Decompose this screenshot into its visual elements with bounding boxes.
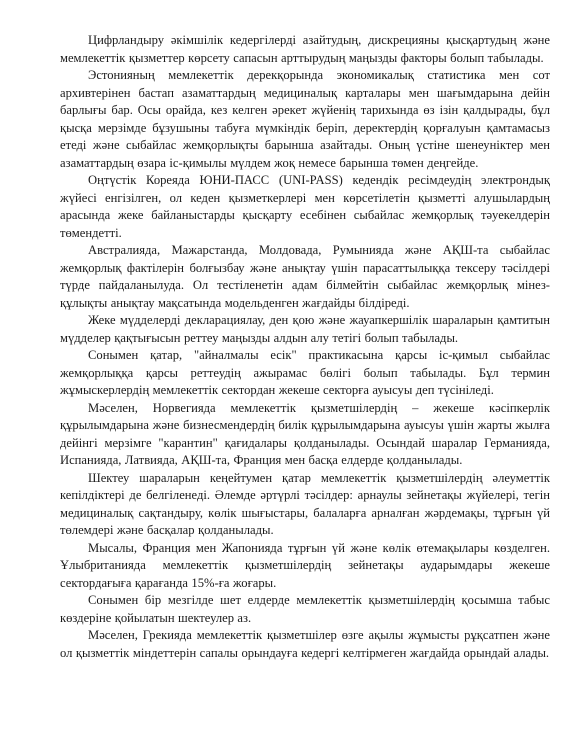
- paragraph: Сонымен қатар, "айналмалы есік" практикасына қарсы іс-қимыл сыбайлас жемқорлыққа қарсы реттеудің ажырамас бөлігі болып табылады. Бұл термин жұмыскерлердің мемлекеттік сектордан жекеше секторға ауысуы деп түсініледі.: [60, 348, 550, 397]
- paragraph: Шектеу шараларын кеңейтумен қатар мемлекеттік қызметшілердің әлеуметтік кепілдіктері де белгіленеді. Әлемде әртүрлі тәсілдер: арнаулы зейнетақы жүйелері, тегін медициналық сақтандыру, көлік шығыстары, балаларға арналған жәрдемақы, тұрғын үй төлемдері және басқалар қолданылады.: [60, 470, 550, 537]
- paragraph: Мәселен, Грекияда мемлекеттік қызметшілер өзге ақылы жұмысты рұқсатпен және ол қызметтік міндеттерін сапалы орындауға кедергі келтірмеген жағдайда орындай алады.: [60, 628, 550, 660]
- paragraph: Эстонияның мемлекеттік дерекқорында экономикалық статистика мен сот архивтерінен бастап азаматтардың медициналық карталары мен шағымдарына дейін барлығы бар. Осы орайда, кез келген әрекет жүйенің тарихында өз ізін қалдырады, бұл қысқа мерзімде бұзушыны табуға мүмкіндік беріп, деректердің қорғалуын қамтамасыз етеді және сыбайлас жемқорлықты барынша азайтады. Оның үстіне шенеуніктер мен азаматтардың өзара іс-қимылы мүлдем жоқ немесе барынша төмен деңгейде.: [60, 68, 550, 170]
- paragraph: Мысалы, Франция мен Жапонияда тұрғын үй және көлік өтемақылары көзделген. Ұлыбританияда мемлекеттік қызметшілердің зейнетақы аударымдары жекеше сектордағыға қарағанда 15%-ға жоғары.: [60, 540, 550, 590]
- paragraph: Жеке мүдделерді декларациялау, ден қою және жауапкершілік шараларын қамтитын мүдделер қақтығысын реттеу маңызды алдын алу тетігі болып табылады.: [60, 313, 550, 345]
- paragraph: Мәселен, Норвегияда мемлекеттік қызметшілердің – жекеше кәсіпкерлік құрылымдарына және бизнесмендердің билік құрылымдарына ауысуы үшін жарты жылға дейінгі мерзімге "карантин" қағидалары қолданылады. Осындай шаралар Германияда, Испанияда, Латвияда, АҚШ-та, Франция мен басқа елдерде қолданылады.: [60, 400, 550, 467]
- paragraph: Австралияда, Мажарстанда, Молдовада, Румынияда және АҚШ-та сыбайлас жемқорлық фактілерін болғызбау және анықтау үшін парасаттылыққа тексеру тәсілдері түрде пайдаланылуда. Ол тестіленетін адам білмейтін сыбайлас жемқорлық мінез-құлықты анықтау мақсатында модельденген жағдайды білдіреді.: [60, 243, 550, 310]
- paragraph: Оңтүстік Кореяда ЮНИ-ПАСС (UNI-PASS) кедендік ресімдеудің электрондық жүйесі енгізілген, ол кеден қызметкерлері мен көрсетілетін қызметті алушылардың арасында жеке байланыстарды қысқарту есебінен сыбайлас жемқорлық тәуекелдерін төмендетті.: [60, 173, 550, 240]
- paragraph: Сонымен бір мезгілде шет елдерде мемлекеттік қызметшілердің қосымша табыс көздеріне қойылатын шектеулер аз.: [60, 593, 550, 625]
- paragraph: Цифрландыру әкімшілік кедергілерді азайтудың, дискрецияны қысқартудың және мемлекеттік қызметтер көрсету сапасын арттырудың маңызды факторы болып табылады.: [60, 33, 550, 65]
